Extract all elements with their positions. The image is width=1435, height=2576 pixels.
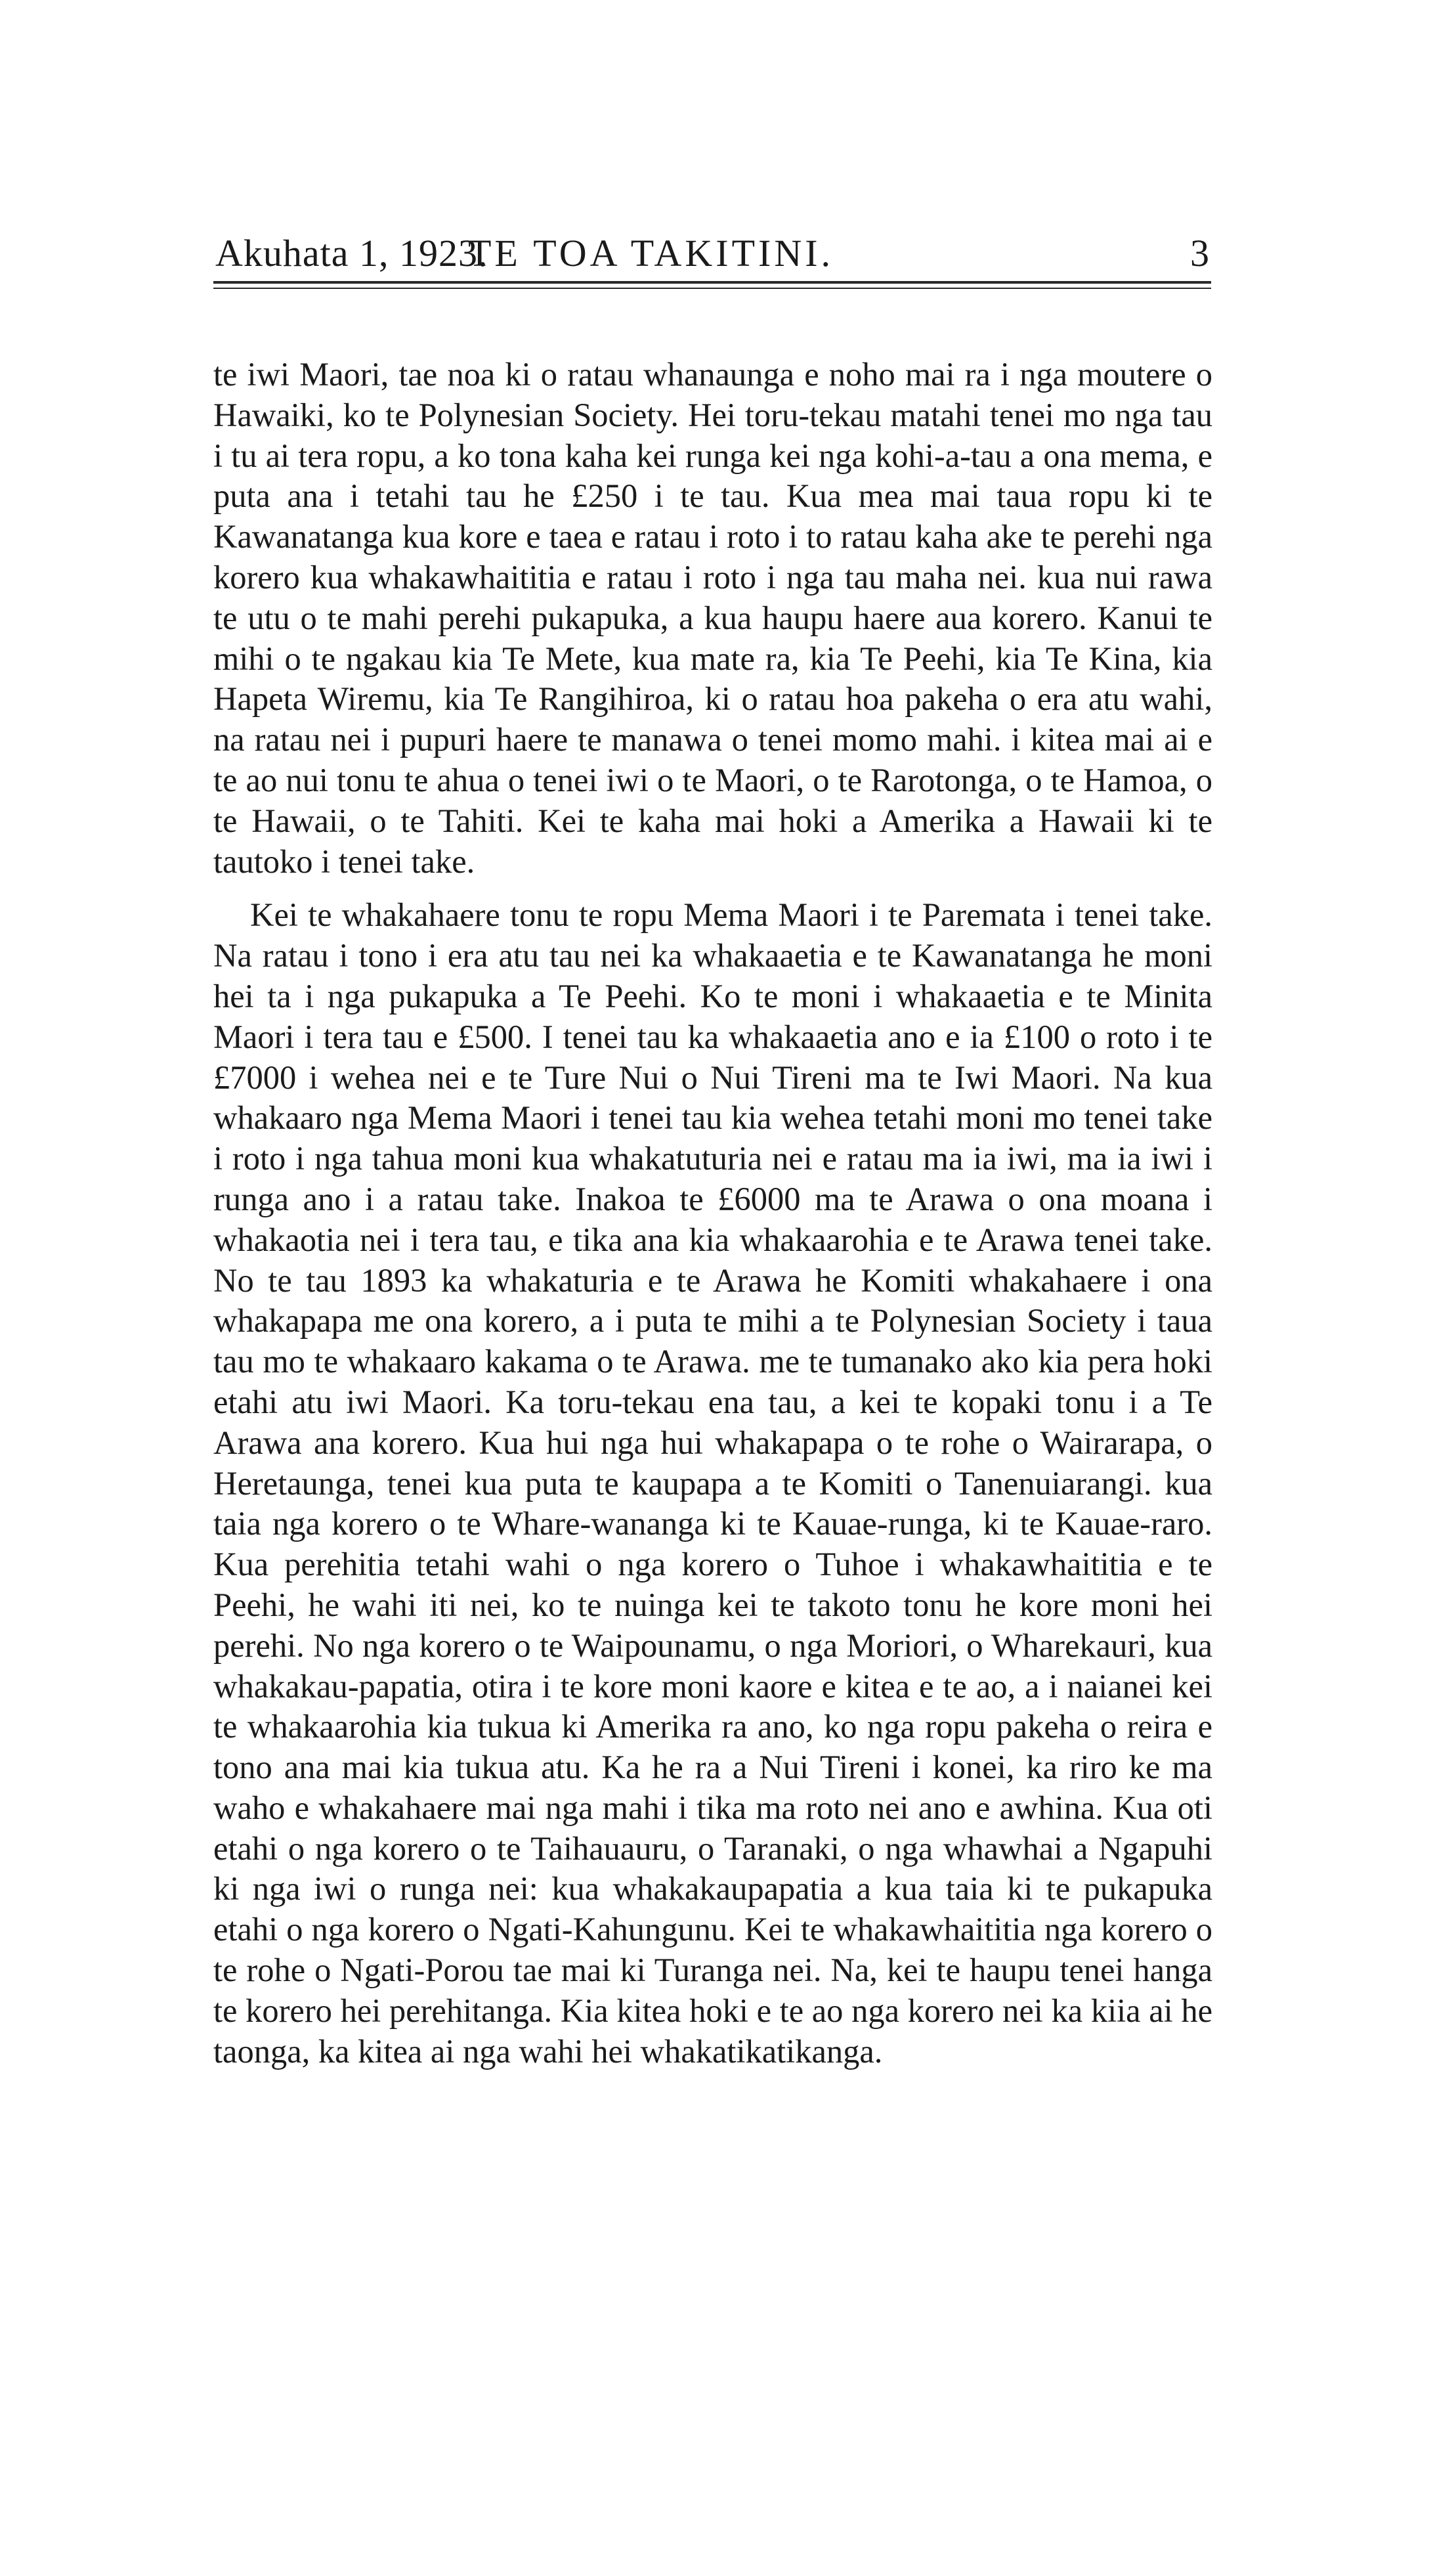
header-rule-thin bbox=[213, 288, 1211, 289]
header-rule-thick bbox=[213, 281, 1211, 284]
issue-date: Akuhata 1, 1923. bbox=[215, 232, 488, 274]
article-body bbox=[213, 355, 1212, 2072]
paragraph: Kei te whakahaere tonu te ropu Mema Maori i te Paremata i tenei take. Na ratau i tono i era atu tau nei ka whakaaetia e te Kawanatanga he moni hei ta i nga pukapuka a Te Peehi. Ko te moni i whakaaetia e te Minita Maori i tera tau e £500. I tenei tau ka whakaaetia ano e ia £100 o roto i te £7000 i wehea nei e te Ture Nui o Nui Tireni ma te Iwi Maori. Na kua whakaaro nga Mema Maori i tenei tau kia wehea tetahi moni mo tenei take i roto i nga tahua moni kua whakatuturia nei e ratau ma ia iwi, ma ia iwi i runga ano i a ratau take. Inakoa te £6000 ma te Arawa o ona moana i whakaotia nei i tera tau, e tika ana kia whakaarohia e te Arawa tenei take. No te tau 1893 ka whakaturia e te Arawa he Komiti whakahaere i ona whakapapa me ona korero, a i puta te mihi a te Polynesian Society i taua tau mo te whakaaro kakama o te Arawa. me te tumanako ako kia pera hoki etahi atu iwi Maori. Ka toru-tekau ena tau, a kei te kopaki tonu i a Te Arawa ana korero. Kua hui nga hui whakapapa o te rohe o Wairarapa, o Heretaunga, tenei kua puta te kaupapa a te Komiti o Tanenuiarangi. kua taia nga korero o te Whare-wananga ki te Kauae-runga, ki te Kauae-raro. Kua perehitia tetahi wahi o nga korero o Tuhoe i whakawhaititia e te Peehi, he wahi iti nei, ko te nuinga kei te takoto tonu he kore moni hei perehi. No nga korero o te Waipounamu, o nga Moriori, o Wharekauri, kua whakakau-papatia, otira i te kore moni kaore e kitea e te ao, a i naianei kei te whakaarohia kia tukua ki Amerika ra ano, ko nga ropu pakeha o reira e tono ana mai kia tukua atu. Ka he ra a Nui Tireni i konei, ka riro ke ma waho e whakahaere mai nga mahi i tika ma roto nei ano e awhina. Kua oti etahi o nga korero o te Taihauauru, o Taranaki, o nga whawhai a Ngapuhi ki nga iwi o runga nei: kua whakakaupapatia a kua taia ki te pukapuka etahi o nga korero o Ngati-Kahungunu. Kei te whakawhaititia nga korero o te rohe o Ngati-Porou tae mai ki Turanga nei. Na, kei te haupu tenei hanga te korero hei perehitanga. Kia kitea hoki e te ao nga korero nei ka kiia ai he taonga, ka kitea ai nga wahi hei whakatikatikanga. bbox=[213, 896, 1212, 2070]
page-number: 3 bbox=[1190, 232, 1210, 274]
publication-title: TE TOA TAKITINI. bbox=[468, 232, 834, 274]
running-head bbox=[215, 231, 1210, 277]
paragraph: te iwi Maori, tae noa ki o ratau whanaunga e noho mai ra i nga moutere o Hawaiki, ko te Polynesian Society. Hei toru-tekau matahi tenei mo nga tau i tu ai tera ropu, a ko tona kaha kei runga kei nga kohi-a-tau a ona mema, e puta ana i tetahi tau he £250 i te tau. Kua mea mai taua ropu ki te Kawanatanga kua kore e taea e ratau i roto i to ratau kaha ake te perehi nga korero kua whakawhaititia e ratau i roto i nga tau maha nei. kua nui rawa te utu o te mahi perehi pukapuka, a kua haupu haere aua korero. Kanui te mihi o te ngakau kia Te Mete, kua mate ra, kia Te Peehi, kia Te Kina, kia Hapeta Wiremu, kia Te Rangihiroa, ki o ratau hoa pakeha o era atu wahi, na ratau nei i pupuri haere te manawa o tenei momo mahi. i kitea mai ai e te ao nui tonu te ahua o tenei iwi o te Maori, o te Rarotonga, o te Hamoa, o te Hawaii, o te Tahiti. Kei te kaha mai hoki a Amerika a Hawaii ki te tautoko i tenei take. bbox=[213, 356, 1212, 880]
